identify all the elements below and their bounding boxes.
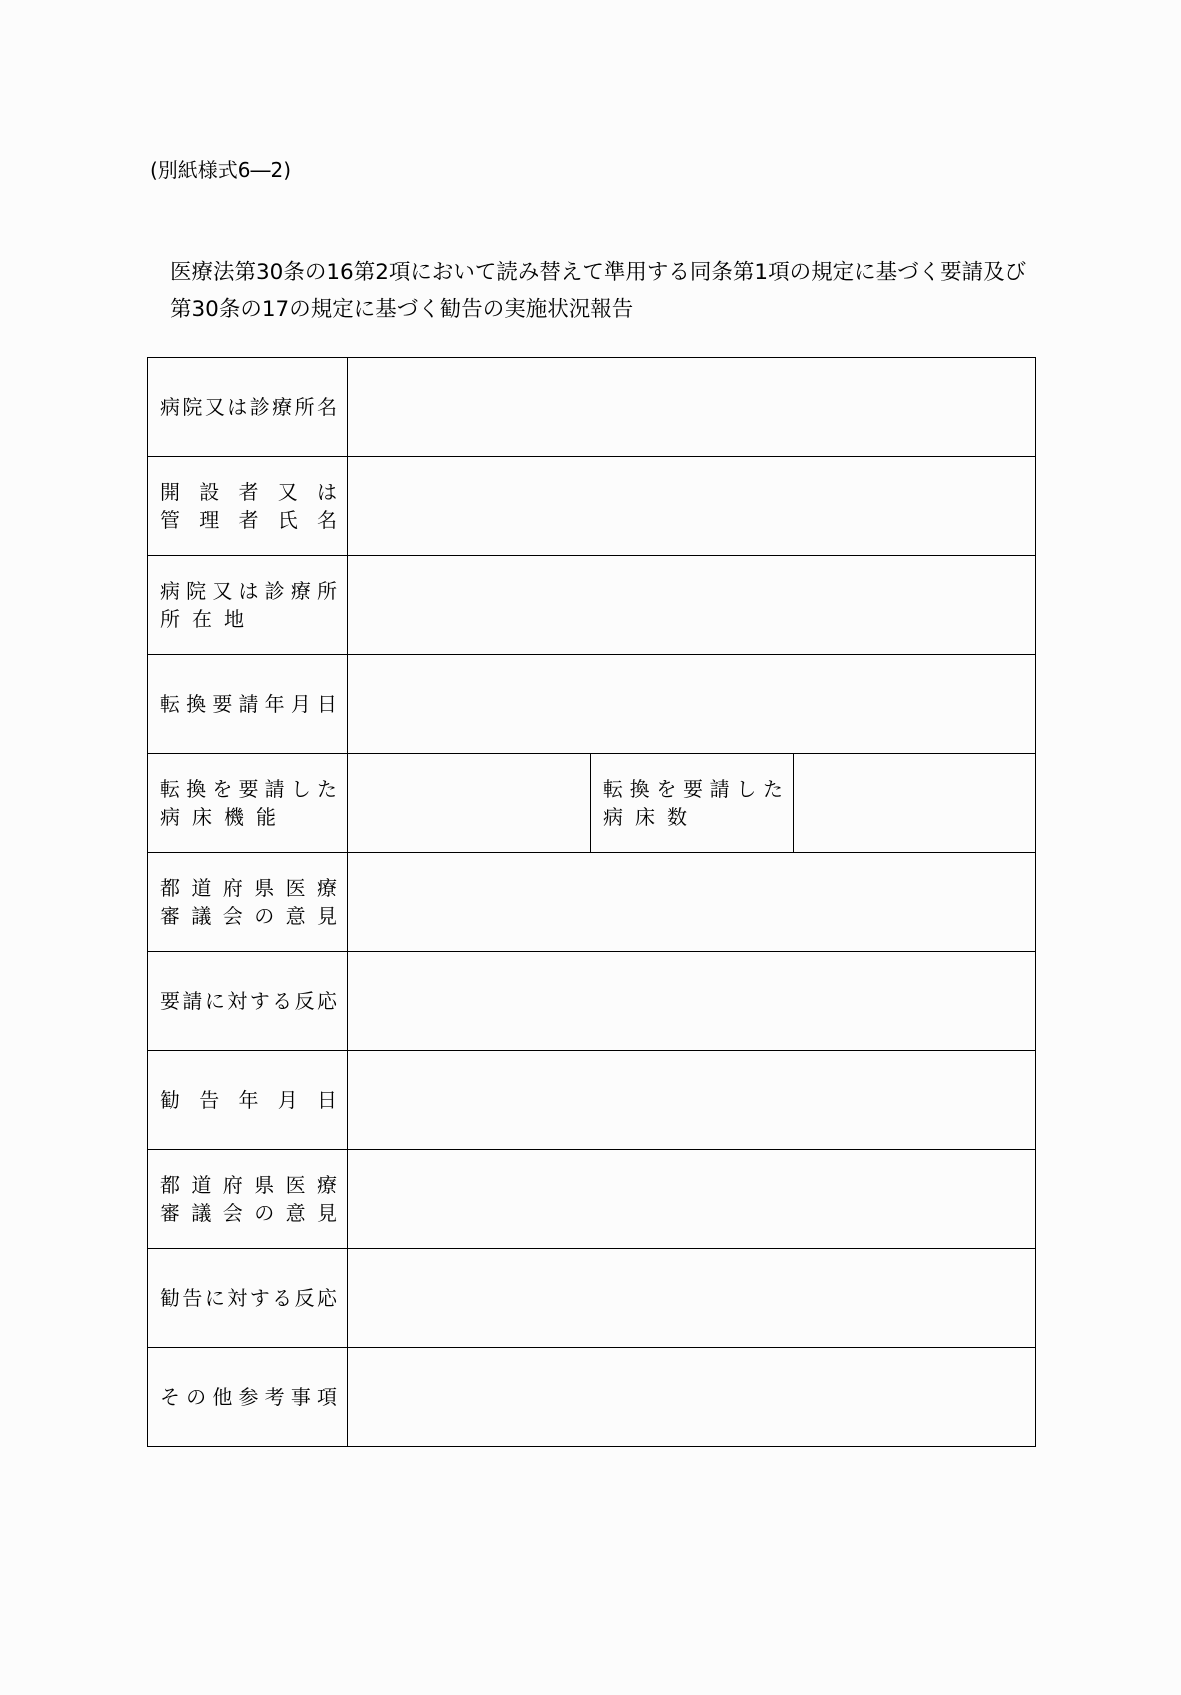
label-founder <box>148 457 348 556</box>
label-bed-function <box>148 754 348 853</box>
form-number: (別紙様式6―2) <box>150 158 292 182</box>
table-row <box>148 952 1036 1051</box>
table-row <box>148 853 1036 952</box>
field-bed-function[interactable] <box>348 754 591 853</box>
table-row <box>148 1150 1036 1249</box>
table-row <box>148 1348 1036 1447</box>
label-text: 勧告年月日 <box>160 1088 337 1112</box>
label-text: 転換要請年月日 <box>160 692 337 716</box>
label-facility-name <box>148 358 348 457</box>
label-recommendation-date <box>148 1051 348 1150</box>
table-row <box>148 556 1036 655</box>
label-text: 転換を要請した <box>160 777 337 801</box>
label-conversion-date <box>148 655 348 754</box>
label-text: 病院又は診療所 <box>160 579 337 603</box>
label-text: その他参考事項 <box>160 1385 337 1409</box>
field-response-to-recommendation[interactable] <box>348 1249 1036 1348</box>
field-response-to-request[interactable] <box>348 952 1036 1051</box>
label-text: 都道府県医療 <box>160 1173 337 1197</box>
label-text: 管理者氏名 <box>160 508 337 532</box>
label-text: 審議会の意見 <box>160 1201 337 1225</box>
label-response-to-recommendation <box>148 1249 348 1348</box>
field-conversion-date[interactable] <box>348 655 1036 754</box>
label-text: 勧告に対する反応 <box>160 1286 337 1310</box>
label-response-to-request <box>148 952 348 1051</box>
field-council-opinion[interactable] <box>348 853 1036 952</box>
label-text: 病床機能 <box>160 805 288 829</box>
label-location <box>148 556 348 655</box>
field-location[interactable] <box>348 556 1036 655</box>
label-bed-count <box>591 754 794 853</box>
label-text: 都道府県医療 <box>160 876 337 900</box>
label-text: 病床数 <box>603 805 699 829</box>
table-row <box>148 1051 1036 1150</box>
label-text: 所在地 <box>160 607 256 631</box>
label-other-notes <box>148 1348 348 1447</box>
label-text: 要請に対する反応 <box>160 989 337 1013</box>
table-row <box>148 655 1036 754</box>
table-row <box>148 1249 1036 1348</box>
label-council-opinion-2 <box>148 1150 348 1249</box>
label-text: 開設者又は <box>160 480 337 504</box>
field-recommendation-date[interactable] <box>348 1051 1036 1150</box>
field-facility-name[interactable] <box>348 358 1036 457</box>
title-line: 第30条の17の規定に基づく勧告の実施状況報告 <box>170 297 634 322</box>
field-council-opinion-2[interactable] <box>348 1150 1036 1249</box>
table-row <box>148 754 1036 853</box>
field-bed-count[interactable] <box>794 754 1036 853</box>
label-text: 審議会の意見 <box>160 904 337 928</box>
report-form-table <box>147 357 1036 1447</box>
title-line: 医療法第30条の16第2項において読み替えて準用する同条第1項の規定に基づく要請及び <box>170 260 1027 285</box>
document-title <box>170 254 1070 328</box>
label-council-opinion <box>148 853 348 952</box>
label-text: 転換を要請した <box>603 777 783 801</box>
table-row <box>148 457 1036 556</box>
field-founder[interactable] <box>348 457 1036 556</box>
field-other-notes[interactable] <box>348 1348 1036 1447</box>
table-row <box>148 358 1036 457</box>
label-text: 病院又は診療所名 <box>160 395 337 419</box>
